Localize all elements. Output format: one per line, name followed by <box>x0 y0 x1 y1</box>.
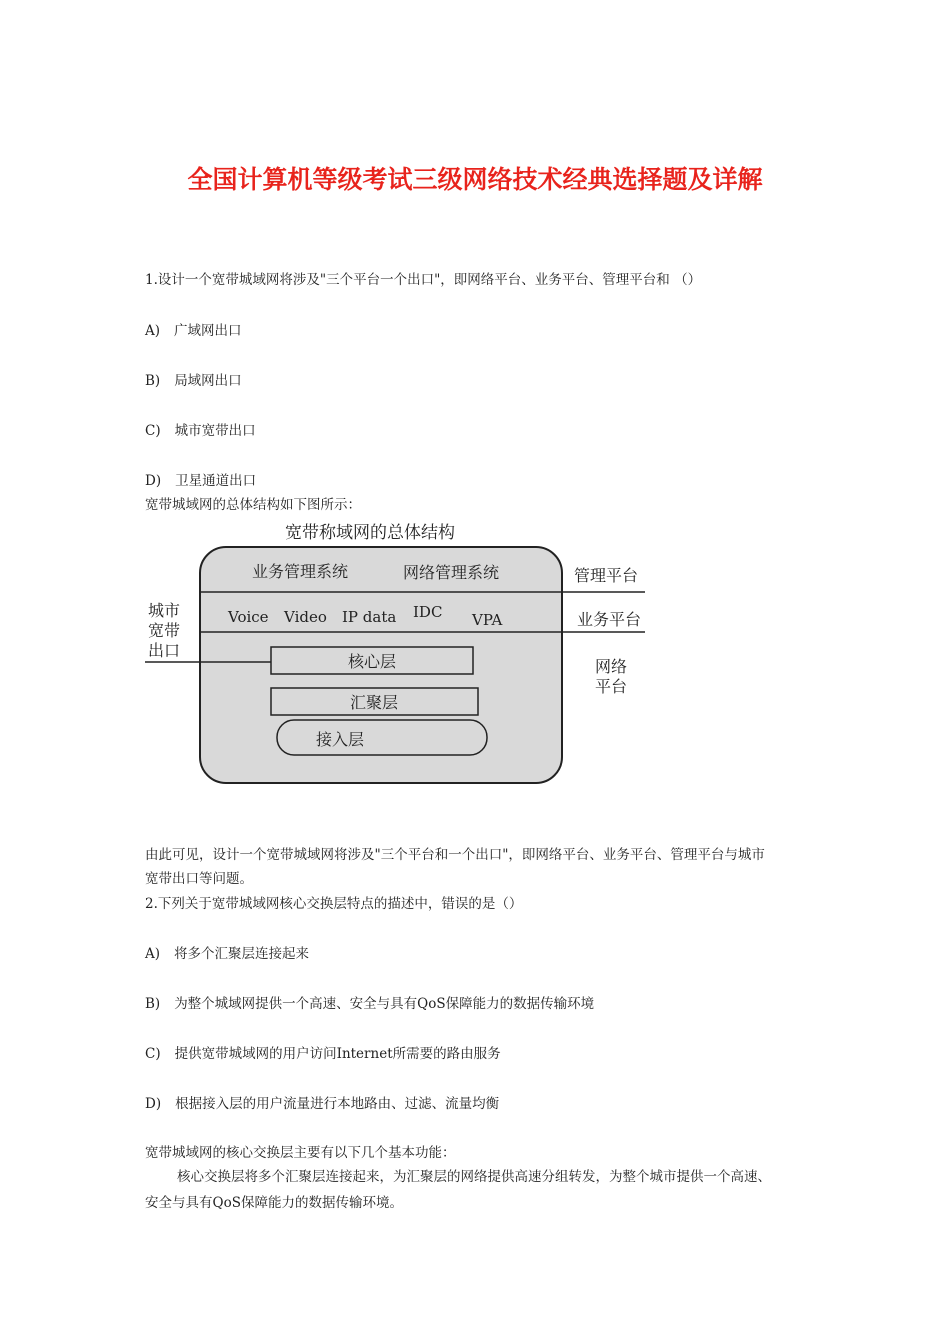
option-letter: D) <box>145 473 162 489</box>
q1-option-c <box>145 421 256 441</box>
aggregation-layer-label: 汇聚层 <box>349 693 399 712</box>
q2-option-a <box>145 944 309 964</box>
mgmt-system-2: 网络管理系统 <box>403 563 500 582</box>
q2-explanation-line-2: 安全与具有QoS保障能力的数据传输环境。 <box>145 1195 403 1211</box>
option-letter: B) <box>145 373 161 389</box>
diagram-title: 宽带称域网的总体结构 <box>285 523 455 543</box>
option-text: 卫星通道出口 <box>175 473 257 489</box>
document-title: 全国计算机等级考试三级网络技术经典选择题及详解 <box>187 165 763 194</box>
q1-option-a <box>145 321 242 341</box>
q1-explanation-line-2: 宽带出口等问题。 <box>145 871 253 887</box>
question-2-text: 2.下列关于宽带城域网核心交换层特点的描述中，错误的是（） <box>145 896 523 912</box>
option-letter: C) <box>145 1046 161 1062</box>
service-idc: IDC <box>413 603 443 621</box>
option-text: 广域网出口 <box>174 323 242 339</box>
q2-option-d <box>145 1094 499 1114</box>
option-letter: B) <box>145 996 161 1012</box>
q2-option-b <box>145 994 594 1014</box>
core-layer-label: 核心层 <box>347 652 397 671</box>
q1-option-b <box>145 371 242 391</box>
mgmt-system-1: 业务管理系统 <box>252 562 349 581</box>
option-text: 城市宽带出口 <box>174 423 256 439</box>
q2-explanation-line-1: 核心交换层将多个汇聚层连接起来，为汇聚层的网络提供高速分组转发，为整个城市提供一个高速、 <box>177 1169 771 1185</box>
q1-option-d <box>145 471 256 491</box>
service-video: Video <box>284 608 327 626</box>
service-vpa: VPA <box>472 611 503 629</box>
exit-label-2: 宽带 <box>148 621 181 640</box>
service-voice: Voice <box>228 608 269 626</box>
access-layer-label: 接入层 <box>315 730 365 749</box>
q2-option-c <box>145 1044 501 1064</box>
q1-explanation-line-1: 由此可见，设计一个宽带城域网将涉及"三个平台和一个出口"，即网络平台、业务平台、管理平台与城市 <box>145 847 765 863</box>
service-ip-data: IP data <box>342 608 397 626</box>
option-text: 为整个城域网提供一个高速、安全与具有QoS保障能力的数据传输环境 <box>174 996 595 1012</box>
exit-label-1: 城市 <box>148 601 181 620</box>
q2-explanation-intro: 宽带城域网的核心交换层主要有以下几个基本功能： <box>145 1145 456 1161</box>
exit-label-3: 出口 <box>148 641 181 660</box>
option-letter: A) <box>145 323 161 339</box>
network-structure-diagram <box>140 516 660 796</box>
label-service-platform: 业务平台 <box>577 610 642 629</box>
option-letter: D) <box>145 1096 162 1112</box>
label-network-platform-2: 平台 <box>595 677 628 696</box>
option-letter: A) <box>145 946 161 962</box>
q1-explanation-intro: 宽带城域网的总体结构如下图所示： <box>145 497 361 513</box>
option-letter: C) <box>145 423 161 439</box>
option-text: 提供宽带城域网的用户访问Internet所需要的路由服务 <box>174 1046 501 1062</box>
option-text: 根据接入层的用户流量进行本地路由、过滤、流量均衡 <box>175 1096 500 1112</box>
option-text: 将多个汇聚层连接起来 <box>174 946 310 962</box>
option-text: 局域网出口 <box>174 373 242 389</box>
question-1-text: 1.设计一个宽带城域网将涉及"三个平台一个出口"，即网络平台、业务平台、管理平台和 （） <box>145 272 702 288</box>
label-network-platform-1: 网络 <box>595 657 628 676</box>
label-management-platform: 管理平台 <box>574 566 639 585</box>
